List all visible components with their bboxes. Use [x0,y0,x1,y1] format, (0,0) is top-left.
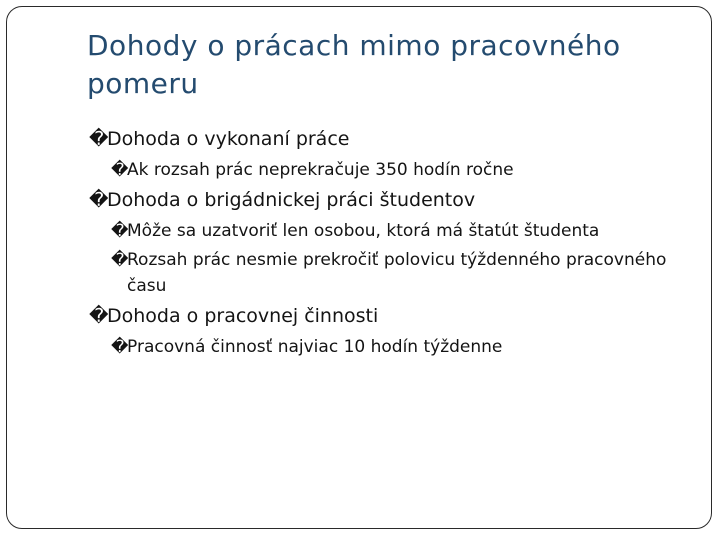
bullet-text: Dohoda o pracovnej činnosti [107,305,379,327]
bullet-glyph: � [111,160,129,180]
bullet-text: Dohoda o vykonaní práce [107,128,350,150]
sub-bullet-item [111,218,689,244]
bullet-glyph: � [89,305,109,327]
bullet-glyph: � [111,221,129,241]
sub-bullet-item [111,157,689,183]
bullet-glyph: � [111,250,129,270]
bullet-glyph: � [89,189,109,211]
bullet-text: Dohoda o brigádnickej práci študentov [107,189,476,211]
bullet-item-dohoda-o-brigadnickej-praci [89,186,689,214]
sub-bullet-item [111,334,689,360]
sub-bullet-text: Pracovná činnosť najviac 10 hodín týždenne [127,337,503,357]
slide-title: Dohody o prácach mimo pracovného pomeru [87,29,621,100]
sub-bullet-item [111,247,689,299]
bullet-glyph: � [89,128,109,150]
bullet-glyph: � [111,337,129,357]
sub-bullet-text: Ak rozsah prác neprekračuje 350 hodín ročne [127,160,514,180]
bullet-item-dohoda-o-vykonani-prace [89,125,689,153]
sub-bullet-text: Rozsah prác nesmie prekročiť polovicu týždenného pracovného času [127,250,667,296]
slide-frame [6,6,712,529]
bullet-item-dohoda-o-pracovnej-cinnosti [89,302,689,330]
slide-body [89,125,689,363]
sub-bullet-text: Môže sa uzatvoriť len osobou, ktorá má štatút študenta [127,221,600,241]
